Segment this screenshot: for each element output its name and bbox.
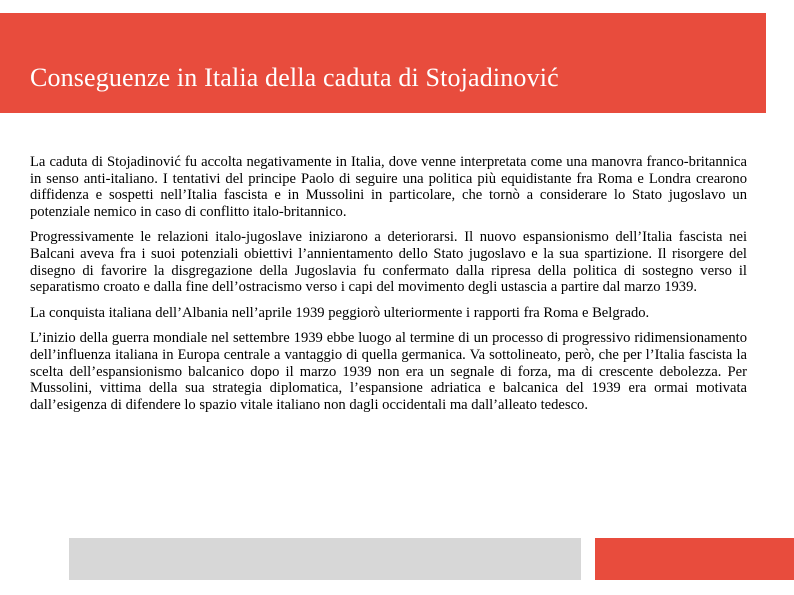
footer-grey-bar	[69, 538, 581, 580]
slide-title: Conseguenze in Italia della caduta di Stojadinović	[30, 63, 559, 92]
slide-body	[30, 154, 747, 422]
paragraph-2: Progressivamente le relazioni italo-jugoslave iniziarono a deteriorarsi. Il nuovo espansionismo dell’Italia fascista nei Balcani aveva fra i suoi potenziali obiettivi l’annientamento dello Stato jugoslavo e la sua spartizione. Il risorgere del disegno di favorire la disgregazione della Jugoslavia fu confermato dalla ripresa della politica di sostegno verso il separatismo croato e dalla fine dell’ostracismo verso i capi del movimento degli ustascia a partire dal marzo 1939.	[30, 229, 747, 296]
paragraph-4: L’inizio della guerra mondiale nel settembre 1939 ebbe luogo al termine di un processo di progressivo ridimensionamento dell’influenza italiana in Europa centrale a vantaggio di quella germanica. Va sottolineato, però, che per l’Italia fascista la scelta dell’espansionismo balcanico dopo il marzo 1939 non era un segnale di forza, ma di crescente debolezza. Per Mussolini, vittima della sua strategia diplomatica, l’espansione adriatica e balcanica del 1939 era ormai motivata dall’esigenza di difendere lo spazio vitale italiano non dagli occidentali ma dall’alleato tedesco.	[30, 330, 747, 413]
footer-accent-bar	[595, 538, 794, 580]
paragraph-3: La conquista italiana dell’Albania nell’aprile 1939 peggiorò ulteriormente i rapporti fra Roma e Belgrado.	[30, 304, 650, 321]
paragraph-1: La caduta di Stojadinović fu accolta negativamente in Italia, dove venne interpretata come una manovra franco-britannica in senso anti-italiano. I tentativi del principe Paolo di seguire una politica più equidistante fra Roma e Londra crearono diffidenza e sospetti nell’Italia fascista e in Mussolini in particolare, che tornò a considerare lo Stato jugoslavo un potenziale nemico in caso di conflitto italo-britannico.	[30, 154, 747, 220]
